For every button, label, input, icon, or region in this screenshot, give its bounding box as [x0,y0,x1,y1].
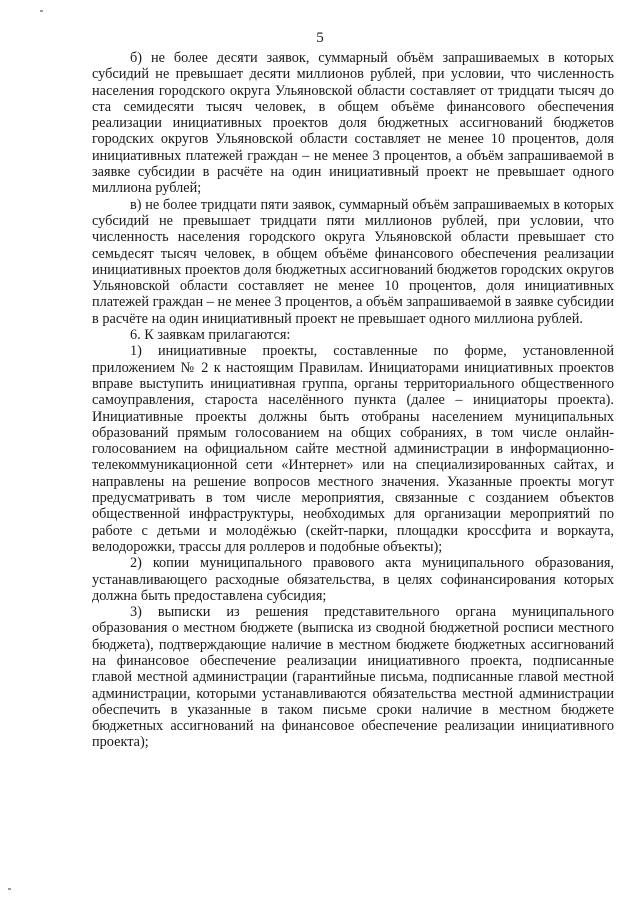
paragraph-subitem-v: в) не более тридцати пяти заявок, суммарный объём запрашиваемых в которых субсидий не превышает тридцати пяти миллионов рублей, при условии, что численность населения городского округа Ульяновской области превышает сто семьдесят тысяч человек, в общем объёме финансового обеспечения реализации инициативных проектов доля бюджетных ассигнований бюджетов городских округов Ульяновской области составляет не менее 10 процентов, доля инициативных платежей граждан – не менее 3 процентов, а объём запрашиваемой в заявке субсидии в расчёте на один инициативный проект не превышает одного миллиона рублей. [92,196,614,327]
paragraph-subitem-b: б) не более десяти заявок, суммарный объём запрашиваемых в которых субсидий не превышает десяти миллионов рублей, при условии, что численность населения городского округа Ульяновской области составляет от тридцати тысяч до ста семидесяти тысяч человек, в общем объёме финансового обеспечения реализации инициативных проектов доля бюджетных ассигнований бюджетов городских округов Ульяновской области составляет не менее 10 процентов, доля инициативных платежей граждан – не менее 3 процентов, а объём запрашиваемой в заявке субсидии в расчёте на один инициативный проект не превышает одного миллиона рублей; [92,50,614,197]
document-body [92,50,614,751]
paragraph-item-6-1: 1) инициативные проекты, составленные по форме, установленной приложением № 2 к настоящим Правилам. Инициаторами инициативных проектов вправе выступить инициативная группа, органы территориального общественного самоуправления, староста населённого пункта (далее – инициаторы проекта). Инициативные проекты должны быть отобраны населением муниципальных образований прямым голосованием на общих собраниях, в том числе онлайн-голосованием на официальном сайте местной администрации в информационно-телекоммуникационной сети «Интернет» или на специализированных сайтах, и направлены на решение вопросов местного значения. Указанные проекты могут предусматривать в том числе мероприятия, связанные с созданием объектов общественной инфраструктуры, необходимых для организации мероприятий по работе с детьми и молодёжью (скейт-парки, площадки кроссфита и воркаута, велодорожки, трассы для роллеров и подобные объекты); [92,343,614,555]
page-number: 5 [316,30,324,46]
scan-artifact [8,888,11,890]
paragraph-item-6-3: 3) выписки из решения представительного органа муниципального образования о местном бюджете (выписка из сводной бюджетной росписи местного бюджета), подтверждающие наличие в местном бюджете бюджетных ассигнований на финансовое обеспечение реализации инициативного проекта, подписанные главой местной администрации (гарантийные письма, подписанные главой местной администрации, которыми устанавливаются обязательства местной администрации обеспечить в указанные в таком письме сроки наличие в местном бюджете бюджетных ассигнований на финансовое обеспечение реализации инициативного проекта); [92,604,614,751]
paragraph-item-6: 6. К заявкам прилагаются: [130,327,291,344]
paragraph-item-6-2: 2) копии муниципального правового акта муниципального образования, устанавливающего расходные обязательства, в целях софинансирования которых должна быть предоставлена субсидия; [92,555,614,604]
scan-artifact [40,10,43,12]
